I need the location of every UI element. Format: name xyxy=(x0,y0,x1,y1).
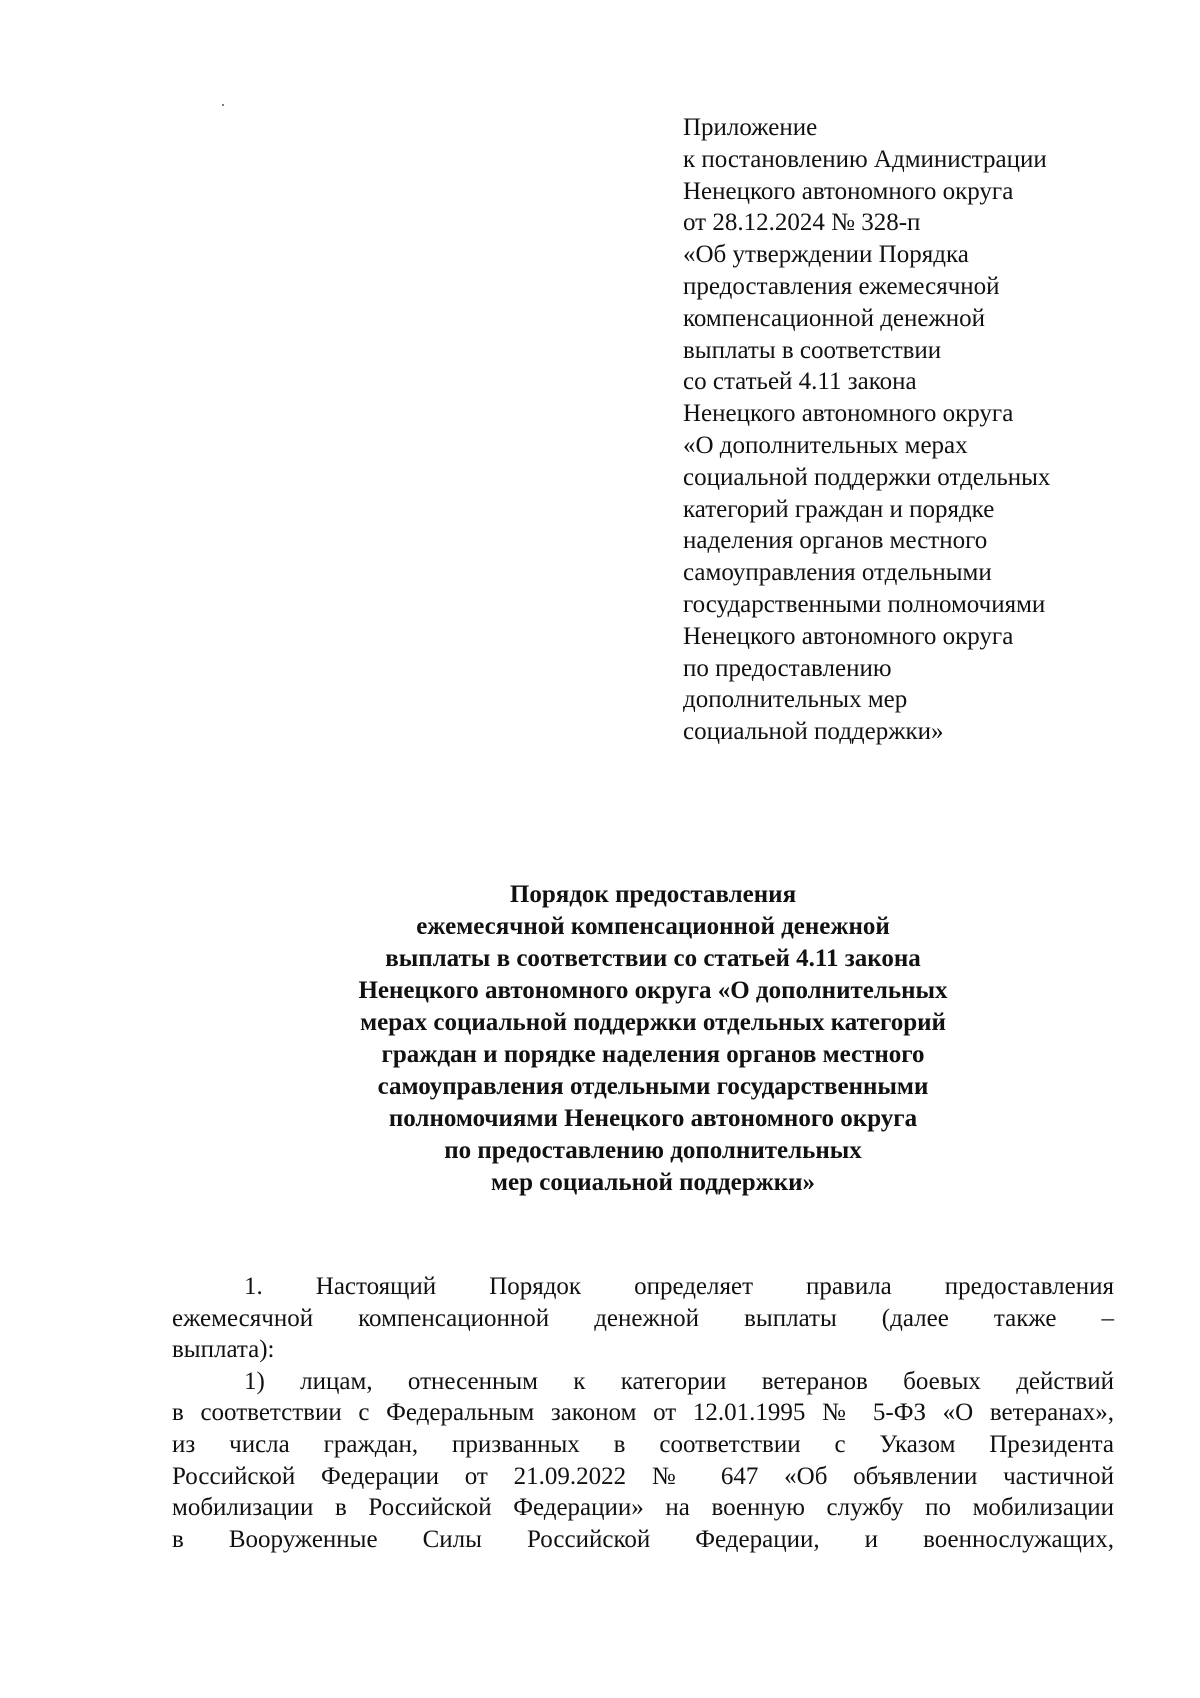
appendix-line: со статьей 4.11 закона xyxy=(683,368,917,396)
paragraph-1 xyxy=(172,1271,1114,1366)
title-line: Порядок предоставления xyxy=(509,881,797,908)
appendix-line: Ненецкого автономного округа xyxy=(683,400,1014,428)
appendix-line: Ненецкого автономного округа xyxy=(683,177,1014,205)
title-line: по предоставлению дополнительных xyxy=(444,1137,862,1164)
body-line: в соответствии с Федеральным законом от 12.01.1995 № 5-ФЗ «О ветеранах», xyxy=(172,1399,1114,1427)
appendix-line: государственными полномочиями xyxy=(683,590,1046,618)
appendix-header xyxy=(683,112,1153,748)
body-line: 1. Настоящий Порядок определяет правила предоставления xyxy=(244,1273,1114,1300)
body-line: мобилизации в Российской Федерации» на военную службу по мобилизации xyxy=(172,1494,1114,1522)
title-line: самоуправления отдельными государственными xyxy=(377,1073,929,1100)
appendix-line: от 28.12.2024 № 328-п xyxy=(683,209,921,237)
title-line: Ненецкого автономного округа «О дополнительных xyxy=(358,977,948,1004)
body-line: ежемесячной компенсационной денежной выплаты (далее также – xyxy=(172,1304,1114,1332)
title-line: полномочиями Ненецкого автономного округа xyxy=(388,1105,918,1132)
appendix-line: социальной поддержки» xyxy=(683,718,944,746)
appendix-line: предоставления ежемесячной xyxy=(683,272,1000,300)
appendix-line: по предоставлению xyxy=(683,654,892,682)
appendix-line: дополнительных мер xyxy=(683,686,908,714)
title-line: выплаты в соответствии со статьей 4.11 закона xyxy=(385,945,921,972)
title-line: мер социальной поддержки» xyxy=(490,1169,816,1196)
document-body xyxy=(172,1271,1114,1555)
scan-speck xyxy=(222,104,224,106)
title-line: граждан и порядке наделения органов местного xyxy=(381,1041,925,1068)
appendix-line: компенсационной денежной xyxy=(683,304,986,332)
title-line: мерах социальной поддержки отдельных категорий xyxy=(360,1009,946,1036)
appendix-line: категорий граждан и порядке xyxy=(683,495,995,523)
appendix-line: наделения органов местного xyxy=(683,527,988,555)
appendix-line: Приложение xyxy=(683,114,818,141)
appendix-line: «О дополнительных мерах xyxy=(683,431,968,459)
body-line: из числа граждан, призванных в соответствии с Указом Президента xyxy=(172,1430,1114,1458)
paragraph-2 xyxy=(172,1366,1114,1556)
title-line: ежемесячной компенсационной денежной xyxy=(416,913,890,940)
appendix-line: Ненецкого автономного округа xyxy=(683,622,1014,650)
body-line: в Вооруженные Силы Российской Федерации, и военнослужащих, xyxy=(172,1525,1114,1553)
body-line: выплата): xyxy=(172,1336,275,1364)
document-title xyxy=(180,879,1126,1199)
appendix-line: социальной поддержки отдельных xyxy=(683,463,1051,491)
body-line: Российской Федерации от 21.09.2022 № 647 «Об объявлении частичной xyxy=(172,1462,1114,1490)
appendix-line: «Об утверждении Порядка xyxy=(683,241,969,269)
appendix-line: выплаты в соответствии xyxy=(683,336,942,364)
appendix-line: самоуправления отдельными xyxy=(683,559,992,587)
body-line: 1) лицам, отнесенным к категории ветеранов боевых действий xyxy=(244,1367,1114,1395)
appendix-line: к постановлению Администрации xyxy=(683,145,1047,173)
